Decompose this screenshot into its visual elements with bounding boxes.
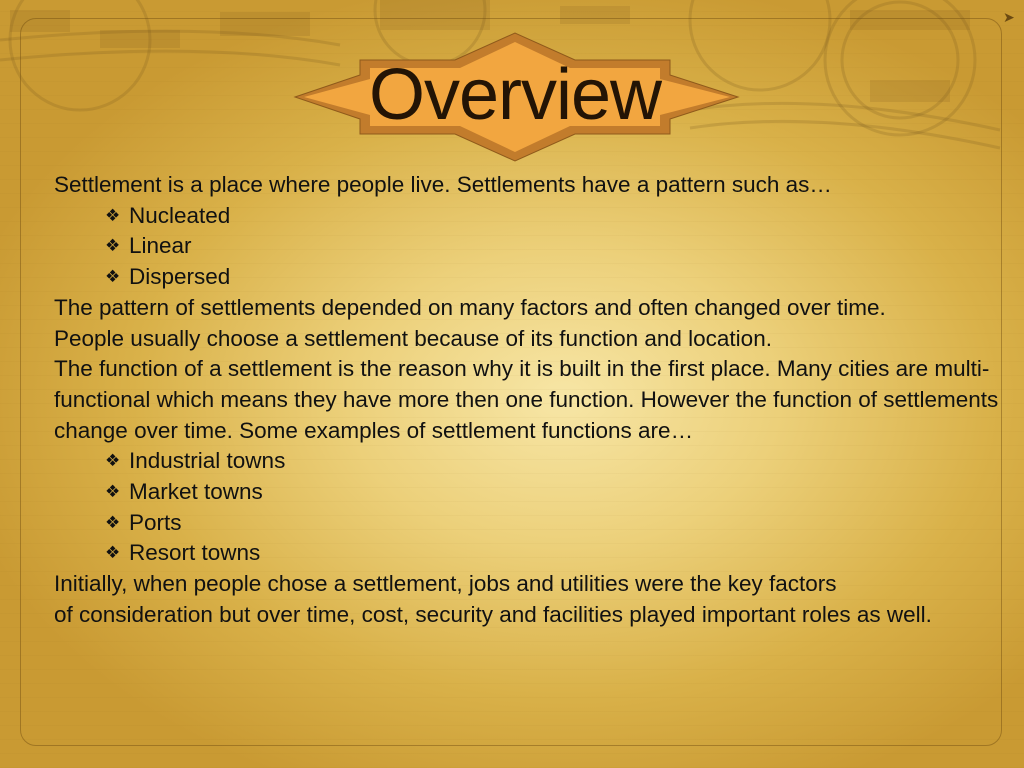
diamond-bullet-icon: ❖ — [105, 205, 121, 226]
title-banner — [290, 30, 740, 164]
slide-title: Overview — [368, 55, 662, 135]
intro-paragraph: Settlement is a place where people live. Settlements have a pattern such as… — [54, 172, 832, 197]
diamond-bullet-icon: ❖ — [105, 482, 121, 503]
choose-paragraph: People usually choose a settlement because of its function and location. — [54, 325, 772, 351]
pattern-list — [54, 201, 1009, 293]
initially-paragraph-line-2: of consideration but over time, cost, security and facilities played important roles as well. — [54, 601, 932, 627]
list-item: ❖ Dispersed — [54, 262, 1009, 293]
list-item: ❖ Linear — [54, 231, 1009, 262]
function-paragraph: The function of a settlement is the reason why it is built in the first place. Many cities are multi-functional which means they have more then one function. However the function of settlements change over time. Some examples of settlement functions are… — [54, 356, 999, 443]
bullet-arrow-icon: ➤ — [1003, 10, 1015, 26]
list-item: ❖ Resort towns — [54, 538, 1009, 569]
diamond-bullet-icon: ❖ — [105, 451, 121, 472]
initially-paragraph-line-1: Initially, when people chose a settlement, jobs and utilities were the key factors — [54, 571, 837, 597]
list-item: ❖ Market towns — [54, 477, 1009, 508]
function-list — [54, 446, 1009, 569]
diamond-bullet-icon: ❖ — [105, 267, 121, 288]
diamond-bullet-icon: ❖ — [105, 236, 121, 257]
slide-body — [54, 170, 1009, 631]
list-item: ❖ Ports — [54, 508, 1009, 539]
pattern-paragraph: The pattern of settlements depended on many factors and often changed over time. — [54, 294, 886, 320]
diamond-bullet-icon: ❖ — [105, 543, 121, 564]
list-item: ❖ Nucleated — [54, 201, 1009, 232]
list-item: ❖ Industrial towns — [54, 446, 1009, 477]
diamond-bullet-icon: ❖ — [105, 512, 121, 533]
